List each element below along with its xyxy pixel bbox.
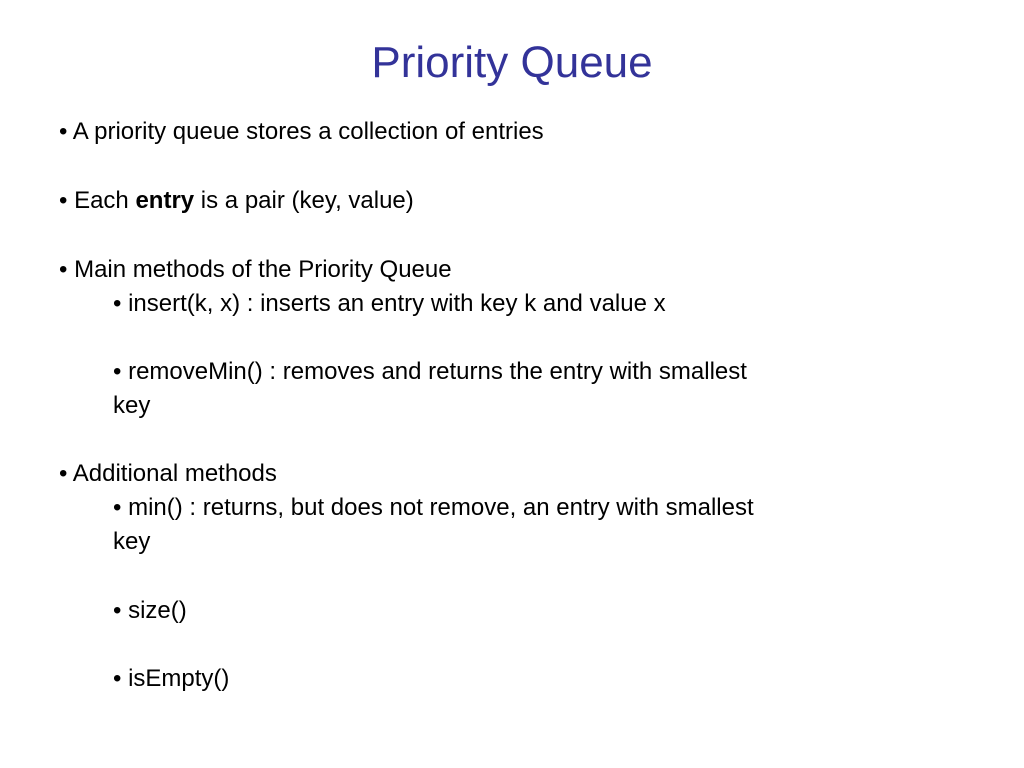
bullet-priority-queue-definition: • A priority queue stores a collection of entries — [59, 118, 544, 145]
slide-title: Priority Queue — [371, 38, 653, 87]
bullet-entry-definition — [59, 186, 414, 216]
sub-bullet-removemin-continuation: key — [113, 392, 151, 419]
bullet-additional-methods: • Additional methods — [59, 460, 277, 487]
sub-bullet-min: • min() : returns, but does not remove, an entry with smallest — [113, 494, 754, 521]
bullet-entry-suffix: is a pair (key, value) — [194, 187, 414, 214]
bullet-main-methods: • Main methods of the Priority Queue — [59, 256, 452, 283]
sub-bullet-size: • size() — [113, 597, 187, 624]
bullet-entry-prefix: • Each — [59, 187, 136, 214]
sub-bullet-min-continuation: key — [113, 528, 151, 555]
bullet-entry-bold-term: entry — [135, 187, 195, 214]
sub-bullet-isempty: • isEmpty() — [113, 665, 230, 692]
sub-bullet-removemin: • removeMin() : removes and returns the entry with smallest — [113, 358, 747, 385]
sub-bullet-insert: • insert(k, x) : inserts an entry with key k and value x — [113, 290, 666, 317]
